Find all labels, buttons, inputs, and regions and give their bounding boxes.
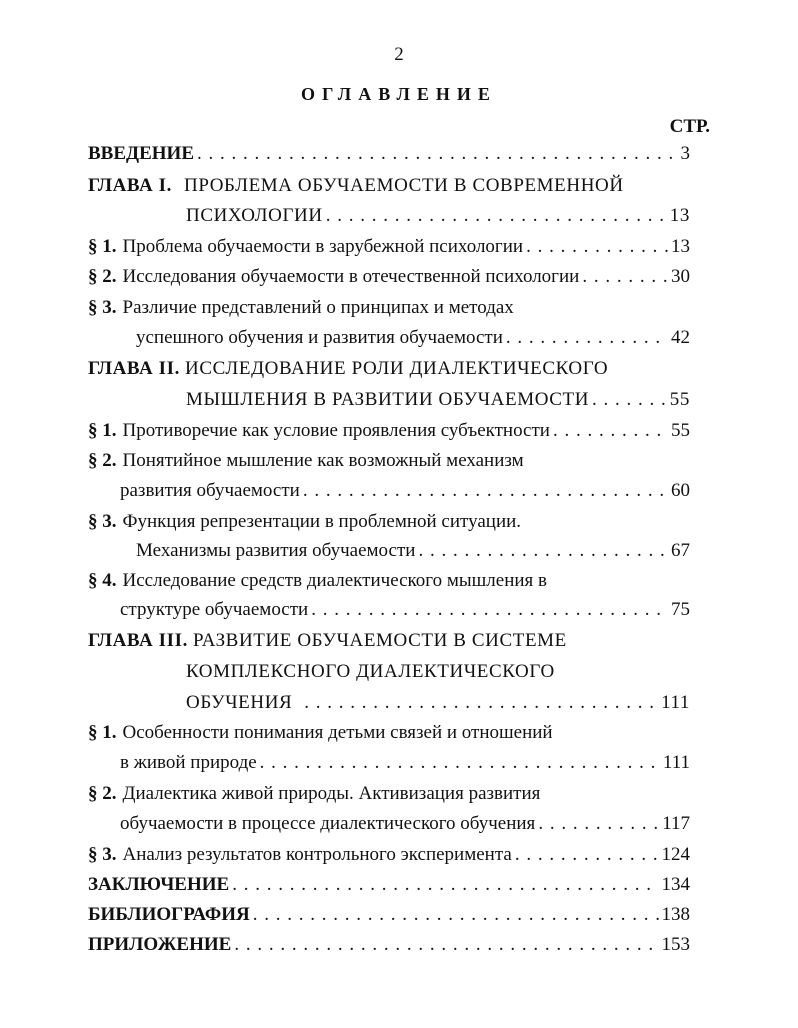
toc-section-title: Понятийное мышление как возможный механизм [122, 450, 524, 471]
toc-page: 30 [671, 266, 690, 287]
toc-entry-bibliography[interactable] [88, 903, 690, 927]
toc-page: 124 [661, 844, 690, 865]
toc-section-number: § 2. [88, 783, 117, 804]
toc-ch2-section1[interactable] [88, 419, 690, 443]
toc-ch3-section1[interactable] [88, 721, 553, 745]
toc-ch3-section3[interactable] [88, 843, 690, 867]
toc-section-title: Исследование средств диалектического мышления в [122, 570, 547, 591]
toc-ch2-section3[interactable] [88, 510, 521, 534]
page-title: ОГЛАВЛЕНИЕ [301, 84, 497, 104]
toc-ch3-section1-cont[interactable] [120, 751, 690, 775]
toc-label: ПРИЛОЖЕНИЕ [88, 934, 232, 955]
toc-chapter3-title-line2[interactable] [186, 660, 555, 684]
toc-entry-conclusion[interactable] [88, 873, 690, 897]
toc-label: ВВЕДЕНИЕ [88, 143, 194, 164]
toc-section-title: Особенности понимания детьми связей и отношений [122, 722, 553, 743]
toc-chapter-title: КОМПЛЕКСНОГО ДИАЛЕКТИЧЕСКОГО [186, 661, 555, 682]
toc-page: 67 [671, 540, 690, 561]
toc-chapter-title: ИССЛЕДОВАНИЕ РОЛИ ДИАЛЕКТИЧЕСКОГО [185, 358, 609, 379]
toc-leader [197, 142, 678, 166]
toc-chapter-title: РАЗВИТИЕ ОБУЧАЕМОСТИ В СИСТЕМЕ [192, 630, 567, 651]
toc-leader [515, 843, 659, 867]
toc-section-title: Механизмы развития обучаемости [136, 540, 416, 561]
toc-leader [232, 873, 658, 897]
toc-ch3-section2[interactable] [88, 782, 540, 806]
toc-chapter3-heading[interactable] [88, 629, 567, 653]
toc-chapter2-title-end[interactable] [186, 388, 690, 412]
toc-leader [418, 539, 668, 563]
toc-ch2-section2-cont[interactable] [120, 479, 690, 503]
toc-ch1-section1[interactable] [88, 235, 690, 259]
toc-section-title: развития обучаемости [120, 480, 300, 501]
toc-chapter-title: МЫШЛЕНИЯ В РАЗВИТИИ ОБУЧАЕМОСТИ [186, 389, 590, 410]
toc-chapter1-heading[interactable] [88, 174, 624, 198]
toc-ch2-section3-cont[interactable] [136, 539, 690, 563]
toc-leader [326, 204, 667, 228]
toc-page: 13 [669, 205, 690, 226]
toc-leader [253, 903, 659, 927]
toc-section-title: Функция репрезентации в проблемной ситуации. [122, 511, 522, 532]
toc-page: 111 [661, 692, 690, 713]
toc-page: 55 [669, 389, 690, 410]
toc-page: 13 [671, 236, 690, 257]
toc-leader [526, 235, 668, 259]
toc-section-number: § 1. [88, 420, 117, 441]
toc-section-title: структуре обучаемости [120, 599, 309, 620]
toc-label: БИБЛИОГРАФИЯ [88, 904, 250, 925]
toc-section-title: обучаемости в процессе диалектического обучения [120, 813, 536, 834]
toc-leader [506, 326, 668, 350]
toc-chapter2-heading[interactable] [88, 357, 608, 381]
toc-section-number: § 4. [88, 570, 117, 591]
toc-chapter3-title-end[interactable] [186, 691, 690, 715]
toc-ch1-section2[interactable] [88, 265, 690, 289]
toc-leader [592, 388, 667, 412]
toc-section-title: Различие представлений о принципах и методах [122, 297, 514, 318]
toc-chapter-title: ПРОБЛЕМА ОБУЧАЕМОСТИ В СОВРЕМЕННОЙ [184, 175, 624, 196]
toc-entry-intro[interactable] [88, 142, 690, 166]
toc-ch2-section4-cont[interactable] [120, 598, 690, 622]
toc-chapter1-title-end[interactable] [186, 204, 690, 228]
toc-page: 153 [661, 934, 690, 955]
toc-page: 3 [680, 143, 690, 164]
toc-section-number: § 3. [88, 297, 117, 318]
toc-section-title: Диалектика живой природы. Активизация развития [122, 783, 541, 804]
toc-section-title: успешного обучения и развития обучаемости [136, 327, 503, 348]
toc-page: 75 [671, 599, 690, 620]
toc-chapter-title: ОБУЧЕНИЯ [186, 692, 293, 713]
toc-chapter-label: ГЛАВА II. [88, 358, 180, 379]
toc-chapter-title: ПСИХОЛОГИИ [186, 205, 323, 226]
toc-leader [553, 419, 668, 443]
toc-leader [311, 598, 668, 622]
toc-entry-appendix[interactable] [88, 933, 690, 957]
toc-section-title: Противоречие как условие проявления субъектности [122, 420, 550, 441]
toc-section-title: в живой природе [120, 752, 257, 773]
toc-page: 138 [661, 904, 690, 925]
toc-label: ЗАКЛЮЧЕНИЕ [88, 874, 230, 895]
toc-leader [234, 933, 658, 957]
toc-leader [582, 265, 668, 289]
toc-page: 111 [662, 752, 690, 773]
toc-ch3-section2-cont[interactable] [120, 812, 690, 836]
page-column-header: СТР. [669, 116, 710, 137]
toc-section-title: Анализ результатов контрольного эксперимента [122, 844, 512, 865]
toc-section-title: Исследования обучаемости в отечественной психологии [122, 266, 580, 287]
toc-section-number: § 1. [88, 722, 117, 743]
toc-ch1-section3[interactable] [88, 296, 514, 320]
toc-ch2-section2[interactable] [88, 449, 524, 473]
toc-leader [538, 812, 659, 836]
toc-ch1-section3-cont[interactable] [136, 326, 690, 350]
toc-chapter-label: ГЛАВА I. [88, 175, 172, 196]
toc-section-number: § 2. [88, 450, 117, 471]
toc-section-number: § 3. [88, 844, 117, 865]
toc-section-title: Проблема обучаемости в зарубежной психологии [122, 236, 524, 257]
toc-section-number: § 1. [88, 236, 117, 257]
toc-leader [304, 691, 658, 715]
toc-page: 134 [661, 874, 690, 895]
toc-section-number: § 3. [88, 511, 117, 532]
toc-ch2-section4[interactable] [88, 569, 547, 593]
toc-page: 117 [662, 813, 690, 834]
toc-section-number: § 2. [88, 266, 117, 287]
toc-page: 60 [671, 480, 690, 501]
toc-page: 42 [671, 327, 690, 348]
toc-leader [260, 751, 660, 775]
toc-leader [303, 479, 668, 503]
toc-chapter-label: ГЛАВА III. [88, 630, 188, 651]
toc-page: 55 [671, 420, 690, 441]
page-number: 2 [394, 44, 404, 65]
